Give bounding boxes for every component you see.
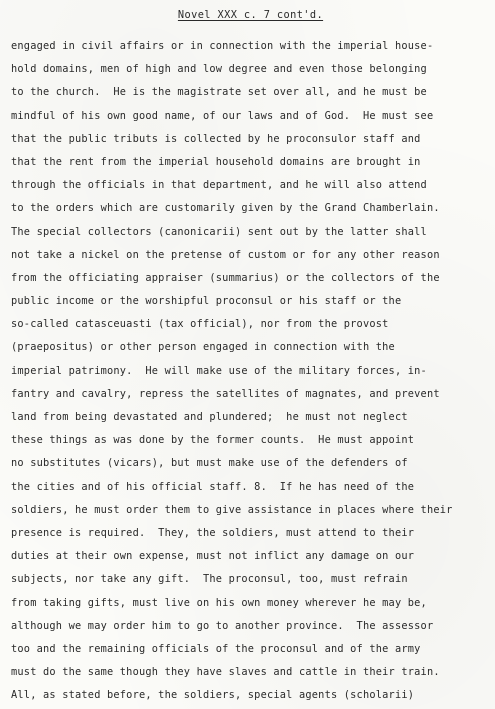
text-line: hold domains, men of high and low degree and even those belonging: [11, 63, 427, 76]
text-line: (praepositus) or other person engaged in connection with the: [11, 341, 395, 354]
text-line: through the officials in that department, and he will also attend: [11, 179, 427, 192]
text-line: mindful of his own good name, of our laws and of God. He must see: [11, 109, 434, 122]
text-line: these things as was done by the former counts. He must appoint: [11, 434, 415, 447]
text-line: subjects, nor take any gift. The proconsul, too, must refrain: [11, 573, 408, 586]
heading-text: Novel XXX c. 7 cont'd.: [177, 9, 324, 21]
text-line: from taking gifts, must live on his own money wherever he may be,: [11, 596, 427, 609]
text-line: that the public tributs is collected by he proconsulor staff and: [11, 132, 421, 145]
text-line: to the orders which are customarily given by the Grand Chamberlain.: [11, 202, 440, 215]
text-line: imperial patrimony. He will make use of the military forces, in-: [11, 364, 427, 377]
text-line: no substitutes (vicars), but must make use of the defenders of: [11, 457, 408, 470]
text-line: presence is required. They, the soldiers, must attend to their: [11, 526, 415, 539]
text-line: to the church. He is the magistrate set over all, and he must be: [11, 86, 427, 99]
text-line: the cities and of his official staff. 8. If he has need of the: [11, 480, 415, 493]
text-line: so-called catasceuasti (tax official), nor from the provost: [11, 318, 389, 331]
text-line: too and the remaining officials of the proconsul and of the army: [11, 642, 421, 655]
text-line: fantry and cavalry, repress the satellites of magnates, and prevent: [11, 387, 440, 400]
text-line: soldiers, he must order them to give assistance in places where their: [11, 503, 453, 516]
body-text: [11, 35, 495, 707]
text-line: All, as stated before, the soldiers, special agents (scholarii): [11, 689, 415, 702]
text-line: engaged in civil affairs or in connection with the imperial house-: [11, 40, 434, 52]
text-line: must do the same though they have slaves and cattle in their train.: [11, 666, 440, 679]
text-line: duties at their own expense, must not inflict any damage on our: [11, 550, 415, 563]
page-heading: [0, 9, 495, 21]
text-line: from the officiating appraiser (summarius) or the collectors of the: [11, 271, 440, 284]
text-line: not take a nickel on the pretense of custom or for any other reason: [11, 248, 440, 261]
text-line: public income or the worshipful proconsul or his staff or the: [11, 295, 402, 308]
text-line: land from being devastated and plundered; he must not neglect: [11, 411, 408, 423]
text-line: although we may order him to go to another province. The assessor: [11, 619, 434, 632]
text-line: that the rent from the imperial household domains are brought in: [11, 155, 421, 168]
text-line: The special collectors (canonicarii) sent out by the latter shall: [11, 225, 427, 238]
